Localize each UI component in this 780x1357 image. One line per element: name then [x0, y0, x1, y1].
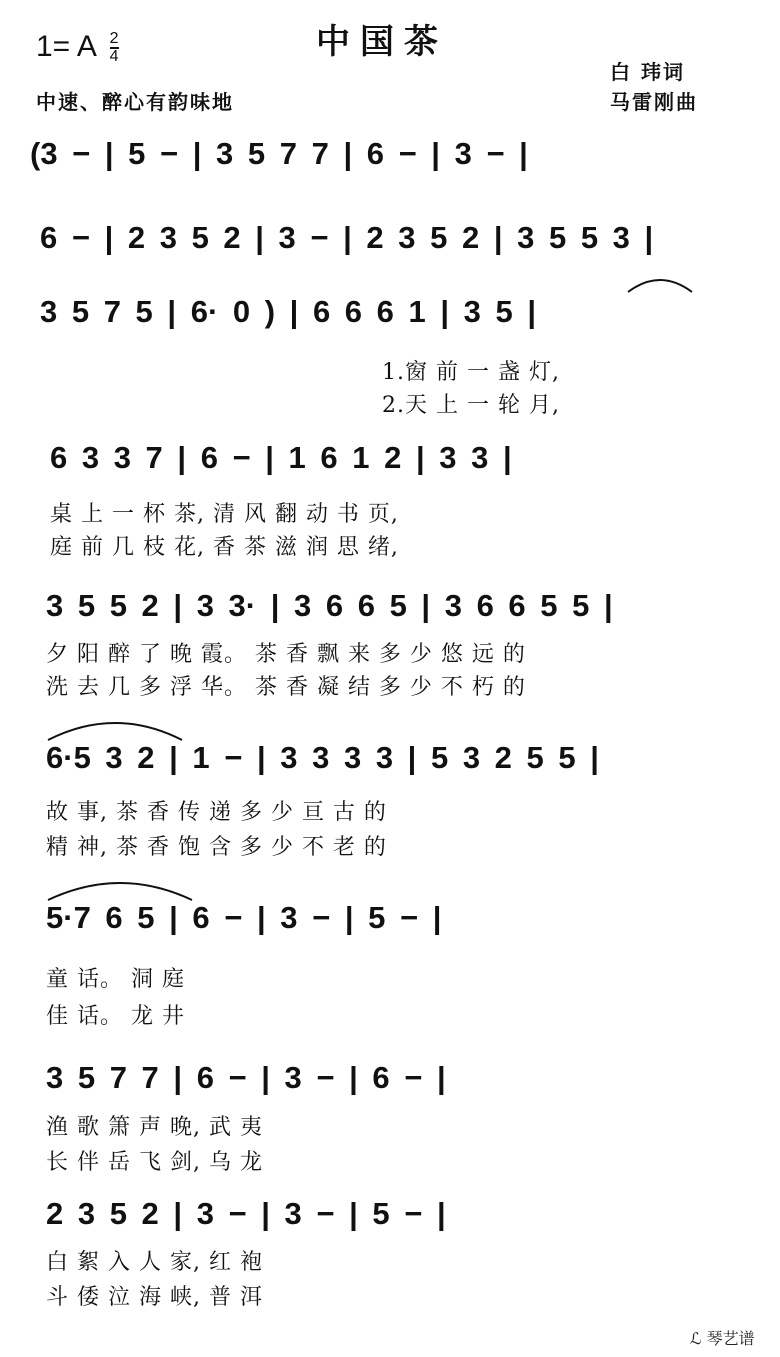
key-signature: 1= A $\frac{2}{4}$	[36, 30, 119, 66]
score-line-7: 5·7 6 5 | 6 − | 3 − | 5 − |	[46, 900, 442, 935]
lyric-line-6-verse-1: 故 事, 茶 香 传 递 多 少 亘 古 的	[46, 800, 387, 825]
lyric-line-7-verse-2: 佳 话。 龙 井	[46, 1004, 185, 1029]
score-line-4: 6 3 3 7 | 6 − | 1 6 1 2 | 3 3 |	[50, 440, 512, 475]
score-line-1: (3 − | 5 − | 3 5 7 7 | 6 − | 3 − |	[30, 136, 528, 171]
slur-2	[48, 723, 182, 740]
score-line-5: 3 5 5 2 | 3 3· | 3 6 6 5 | 3 6 6 5 5 |	[46, 588, 613, 623]
lyric-line-3-verse-2: 2.天 上 一 轮 月,	[382, 393, 560, 418]
lyric-line-6-verse-2: 精 神, 茶 香 饱 含 多 少 不 老 的	[46, 835, 387, 860]
lyric-line-9-verse-1: 白 絮 入 人 家, 红 袍	[46, 1250, 263, 1275]
score-line-3: 3 5 7 5 | 6· 0 ) | 6 6 6 1 | 3 5 |	[40, 294, 537, 329]
slur-3	[48, 883, 192, 900]
lyric-line-7-verse-1: 童 话。 洞 庭	[46, 967, 185, 992]
score-line-8: 3 5 7 7 | 6 − | 3 − | 6 − |	[46, 1060, 446, 1095]
lyricist: 白 玮词	[610, 60, 685, 84]
watermark: ℒ 琴艺谱	[690, 1329, 755, 1348]
slur-1	[628, 280, 692, 292]
composer: 马雷刚曲	[610, 90, 698, 114]
tempo-marking: 中速、醉心有韵味地	[36, 90, 234, 114]
score-line-6: 6·5 3 2 | 1 − | 3 3 3 3 | 5 3 2 5 5 |	[46, 740, 599, 775]
lyric-line-8-verse-2: 长 伴 岳 飞 剑, 乌 龙	[46, 1150, 263, 1175]
time-signature: $\frac{2}{4}$	[109, 30, 119, 66]
logo-icon: ℒ	[690, 1329, 702, 1348]
score-line-2: 6 − | 2 3 5 2 | 3 − | 2 3 5 2 | 3 5 5 3 |	[40, 220, 654, 255]
score-line-9: 2 3 5 2 | 3 − | 3 − | 5 − |	[46, 1196, 446, 1231]
page-title: 中国茶	[316, 22, 448, 62]
lyric-line-8-verse-1: 渔 歌 箫 声 晚, 武 夷	[46, 1115, 263, 1140]
lyric-line-4-verse-2: 庭 前 几 枝 花, 香 茶 滋 润 思 绪,	[50, 535, 399, 560]
lyric-line-9-verse-2: 斗 倭 泣 海 峡, 普 洱	[46, 1285, 263, 1310]
lyric-line-4-verse-1: 桌 上 一 杯 茶, 清 风 翻 动 书 页,	[50, 502, 399, 527]
lyric-line-5-verse-2: 洗 去 几 多 浮 华。 茶 香 凝 结 多 少 不 朽 的	[46, 675, 526, 700]
lyric-line-3-verse-1: 1.窗 前 一 盏 灯,	[382, 360, 560, 385]
lyric-line-5-verse-1: 夕 阳 醉 了 晚 霞。 茶 香 飘 来 多 少 悠 远 的	[46, 642, 526, 667]
